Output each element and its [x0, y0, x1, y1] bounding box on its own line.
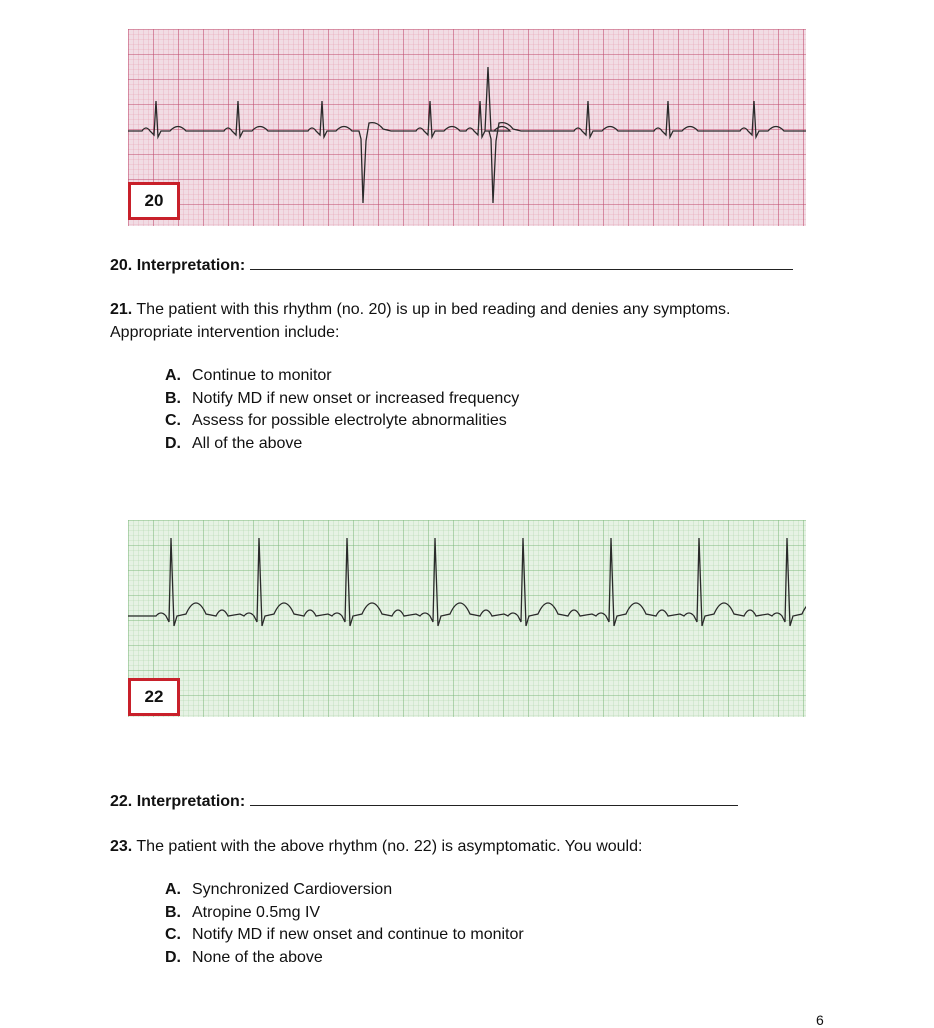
question-22 — [110, 790, 738, 813]
ecg-strip-20 — [128, 29, 806, 226]
question-23 — [110, 835, 642, 858]
question-text: The patient with this rhythm (no. 20) is up in bed reading and denies any symptoms. — [136, 301, 731, 318]
question-number: 22. — [110, 793, 133, 810]
question-text-continued: Appropriate intervention include: — [110, 324, 340, 341]
option-d[interactable]: D. All of the above — [165, 434, 303, 452]
question-23-options — [165, 879, 524, 969]
question-21-options — [165, 365, 519, 455]
strip-number-badge: 20 — [128, 182, 180, 220]
ecg-strip-22-chart — [128, 520, 806, 717]
question-number: 23. — [110, 838, 133, 855]
ecg-strip-20-chart — [128, 29, 806, 226]
option-a[interactable]: A. Continue to monitor — [165, 367, 332, 384]
question-21 — [110, 298, 731, 344]
question-label: Interpretation: — [136, 257, 246, 274]
option-b[interactable]: B. Notify MD if new onset or increased frequency — [165, 389, 520, 407]
ecg-grid — [128, 29, 806, 226]
answer-blank[interactable] — [250, 790, 738, 806]
question-text: The patient with the above rhythm (no. 22) is asymptomatic. You would: — [136, 838, 643, 855]
option-a[interactable]: A. Synchronized Cardioversion — [165, 881, 393, 898]
ecg-strip-22 — [128, 520, 806, 717]
question-label: Interpretation: — [136, 793, 246, 810]
question-number: 20. — [110, 257, 133, 274]
option-d[interactable]: D. None of the above — [165, 948, 323, 966]
option-c[interactable]: C. Notify MD if new onset and continue to monitor — [165, 926, 524, 943]
page-number: 6 — [816, 1012, 824, 1028]
option-c[interactable]: C. Assess for possible electrolyte abnormalities — [165, 412, 507, 429]
strip-number-badge: 22 — [128, 678, 180, 716]
question-number: 21. — [110, 301, 133, 318]
option-b[interactable]: B. Atropine 0.5mg IV — [165, 903, 321, 921]
question-20 — [110, 254, 793, 277]
answer-blank[interactable] — [250, 254, 793, 270]
